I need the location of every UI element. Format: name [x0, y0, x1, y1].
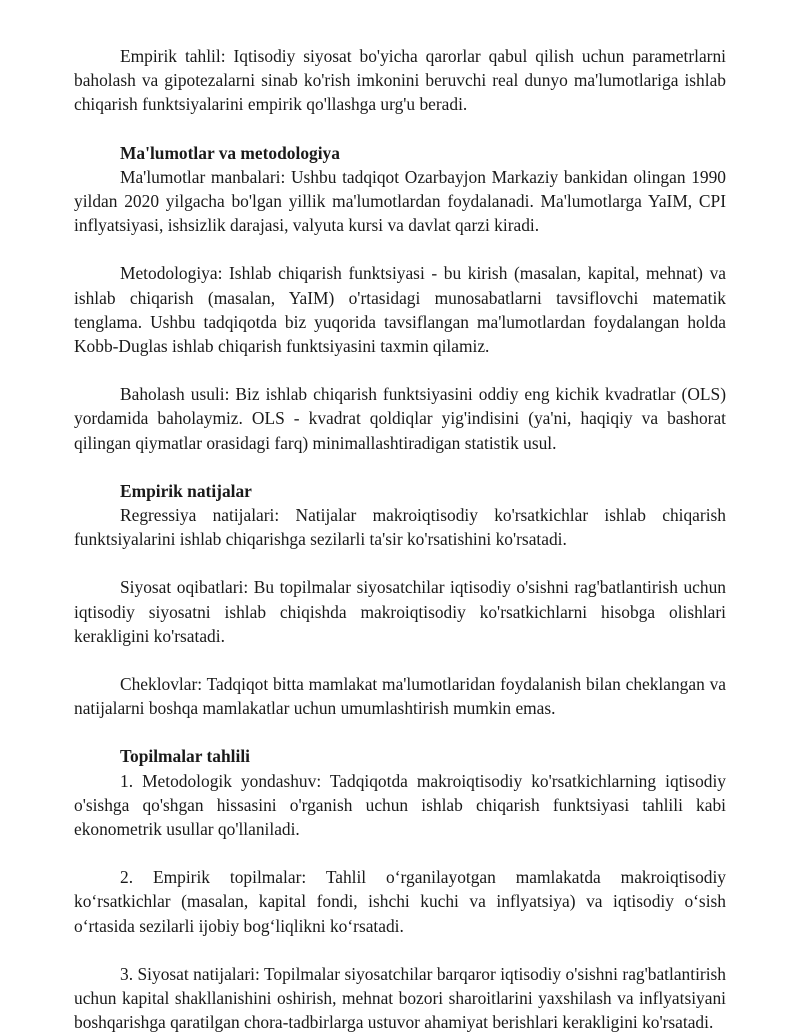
paragraph-malumotlar-manbalari: Ma'lumotlar manbalari: Ushbu tadqiqot Ozarbayjon Markaziy bankidan olingan 1990 yildan 2020 yilgacha bo'lgan yillik ma'lumotlardan foydalanadi. Ma'lumotlarga YaIM, CPI inflyatsiyasi, ishsizlik darajasi, valyuta kursi va davlat qarzi kiradi.: [74, 166, 726, 236]
heading-topilmalar-tahlili: Topilmalar tahlili: [120, 746, 250, 767]
document-page: [74, 44, 726, 1035]
heading-empirik-natijalar: Empirik natijalar: [120, 480, 252, 501]
paragraph-empirik-topilmalar: 2. Empirik topilmalar: Tahlil o‘rganilayotgan mamlakatda makroiqtisodiy ko‘rsatkichlar (masalan, kapital fondi, ishchi kuchi va inflyatsiya) va iqtisodiy o‘sish o‘rtasida sezilarli ijobiy bog‘liqlikni ko‘rsatadi.: [74, 867, 726, 936]
paragraph-siyosat-natijalari: 3. Siyosat natijalari: Topilmalar siyosatchilar barqaror iqtisodiy o'sishni rag'batlantirish uchun kapital shakllanishini oshirish, mehnat bozori sharoitlarini yaxshilash va inflyatsiyani boshqarishga qaratilgan chora-tadbirlarga ustuvor ahamiyat berishlari kerakligini ko'rsatadi.: [74, 963, 726, 1033]
paragraph-baholash-usuli: Baholash usuli: Biz ishlab chiqarish funktsiyasini oddiy eng kichik kvadratlar (OLS) yordamida baholaymiz. OLS - kvadrat qoldiqlar yig'indisini (ya'ni, haqiqiy va bashorat qilingan qiymatlar orasidagi farq) minimallashtiradigan statistik usul.: [74, 384, 726, 453]
paragraph-regressiya-natijalari: Regressiya natijalari: Natijalar makroiqtisodiy ko'rsatkichlar ishlab chiqarish funktsiyalarini ishlab chiqarishga sezilarli ta'sir ko'rsatishini ko'rsatadi.: [74, 505, 726, 550]
paragraph-metodologik-yondashuv: 1. Metodologik yondashuv: Tadqiqotda makroiqtisodiy ko'rsatkichlarning iqtisodiy o'sishga qo'shgan hissasini o'rganish uchun ishlab chiqarish funktsiyasi tahlili kabi ekonometrik usullar qo'llaniladi.: [74, 770, 726, 840]
paragraph-metodologiya: Metodologiya: Ishlab chiqarish funktsiyasi - bu kirish (masalan, kapital, mehnat) va ishlab chiqarish (masalan, YaIM) o'rtasidagi munosabatlarni tavsiflovchi matematik tenglama. Ushbu tadqiqotda biz yuqorida tavsiflangan ma'lumotlardan foydalangan holda Kobb-Duglas ishlab chiqarish funktsiyasini taxmin qilamiz.: [74, 263, 726, 357]
paragraph-empirik-tahlil: Empirik tahlil: Iqtisodiy siyosat bo'yicha qarorlar qabul qilish uchun parametrlarni baholash va gipotezalarni sinab ko'rish imkonini beruvchi real dunyo ma'lumotlariga ishlab chiqarish funktsiyalarini empirik qo'llashga urg'u beradi.: [74, 46, 726, 115]
paragraph-cheklovlar: Cheklovlar: Tadqiqot bitta mamlakat ma'lumotlaridan foydalanish bilan cheklangan va natijalarni boshqa mamlakatlar uchun umumlashtirish mumkin emas.: [74, 674, 726, 719]
heading-malumotlar-metodologiya: Ma'lumotlar va metodologiya: [120, 142, 340, 163]
paragraph-siyosat-oqibatlari: Siyosat oqibatlari: Bu topilmalar siyosatchilar iqtisodiy o'sishni rag'batlantirish uchun iqtisodiy siyosatni ishlab chiqishda makroiqtisodiy ko'rsatkichlarni hisobga olishlari kerakligini ko'rsatadi.: [74, 577, 726, 646]
